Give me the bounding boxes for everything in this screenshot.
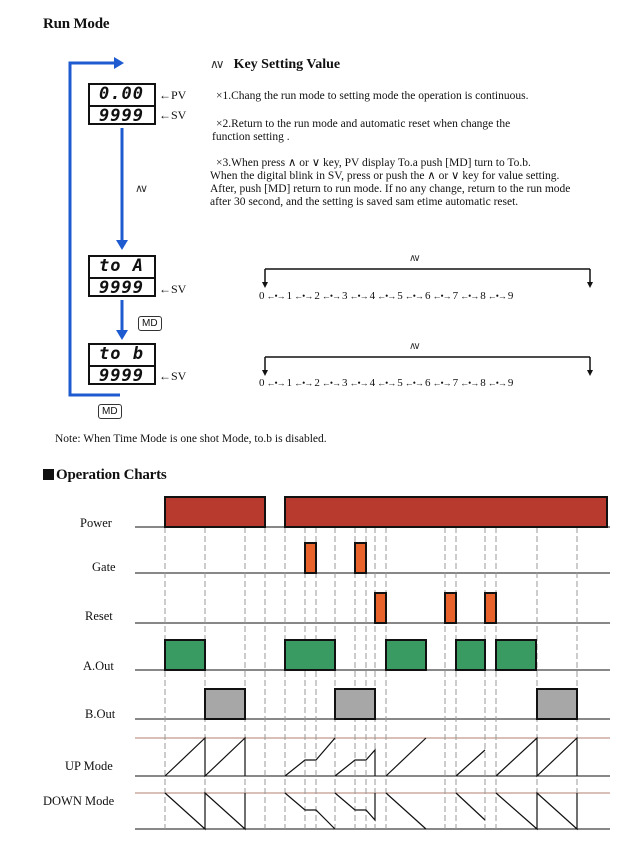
sequence-digit: 0 [259, 377, 265, 389]
sequence-digit: 7 [452, 377, 459, 389]
up-mode-ramp [285, 738, 335, 776]
sequence-digit: 3 [341, 377, 348, 389]
sequence-digit: 9 [507, 377, 514, 389]
md-key-1: MD [138, 316, 162, 331]
sequence-digit: 1 [286, 377, 293, 389]
bidirectional-arrow-icon: ←•→ [487, 378, 506, 388]
bidirectional-arrow-icon: ←•→ [266, 378, 285, 388]
sv-value-2: 9999 [90, 277, 154, 297]
sequence-digit: 4 [369, 290, 376, 302]
label-b-out: B.Out [85, 707, 116, 721]
sequence-digit: 9 [507, 290, 514, 302]
label-up-mode: UP Mode [65, 759, 113, 773]
a-out-pulse [386, 640, 426, 670]
gate-pulse [355, 543, 366, 573]
sequence-digit: 6 [424, 290, 431, 302]
operation-charts-title: Operation Charts [43, 467, 167, 484]
pv-label: ←PV [159, 88, 187, 102]
down-mode-ramp [386, 793, 426, 829]
sv-label-3: ←SV [159, 369, 187, 383]
up-mode-ramp [165, 738, 245, 776]
sequence-digit: 7 [452, 290, 459, 302]
bidirectional-arrow-icon: ←•→ [321, 291, 340, 301]
gate-pulse [305, 543, 316, 573]
a-out-pulse [285, 640, 335, 670]
label-gate: Gate [92, 560, 116, 574]
a-out-pulse [165, 640, 205, 670]
note-text: Note: When Time Mode is one shot Mode, to.b is disabled. [55, 433, 327, 445]
sv-value: 9999 [90, 105, 154, 125]
sv-label-2: ←SV [159, 282, 187, 296]
bidirectional-arrow-icon: ←•→ [266, 291, 285, 301]
bidirectional-arrow-icon: ←•→ [294, 291, 313, 301]
to-b-value: to b [99, 344, 144, 364]
bidirectional-arrow-icon: ←•→ [377, 378, 396, 388]
a-out-pulse [496, 640, 536, 670]
reset-pulse [375, 593, 386, 623]
seq-key-icon-1: ∧∨ [409, 253, 418, 264]
seq-key-icon-2: ∧∨ [409, 341, 418, 352]
md-key-2: MD [98, 404, 122, 419]
key-setting-item-3: ×3.When press ∧ or ∨ key, PV display To.a push [MD] turn to To.b. When the digital blink in SV, press or push the ∧ or ∨ key for value setting. After, push [MD] return to run mode. If no any change, return to the run mode after 30 second, and the setting is saved sam etime automatic reset. [210, 157, 571, 208]
bidirectional-arrow-icon: ←•→ [321, 378, 340, 388]
reset-pulse [445, 593, 456, 623]
bidirectional-arrow-icon: ←•→ [377, 291, 396, 301]
power-pulse [285, 497, 607, 527]
b-out-pulse [335, 689, 375, 719]
key-setting-item-2: ×2.Return to the run mode and automatic reset when change the function setting . [212, 118, 511, 143]
b-out-pulse [205, 689, 245, 719]
sv-value-3: 9999 [90, 365, 154, 385]
label-reset: Reset [85, 609, 113, 623]
bidirectional-arrow-icon: ←•→ [349, 378, 368, 388]
sequence-digit: 6 [424, 377, 431, 389]
label-down-mode: DOWN Mode [43, 794, 115, 808]
sequence-digit: 1 [286, 290, 293, 302]
sequence-digit: 4 [369, 377, 376, 389]
down-mode-ramp [165, 793, 245, 829]
bidirectional-arrow-icon: ←•→ [404, 378, 423, 388]
up-mode-ramp [456, 750, 485, 776]
sequence-digit: 5 [397, 377, 403, 389]
up-mode-ramp [496, 738, 577, 776]
up-down-key-icon: ∧∨ [210, 57, 222, 71]
down-mode-ramp [496, 793, 577, 829]
a-out-pulse [456, 640, 485, 670]
label-a-out: A.Out [83, 659, 114, 673]
down-mode-ramp [285, 793, 335, 829]
power-pulse [165, 497, 265, 527]
key-setting-item-1: ×1.Chang the run mode to setting mode the operation is continuous. [216, 90, 529, 102]
bidirectional-arrow-icon: ←•→ [432, 291, 451, 301]
sequence-digit: 8 [480, 377, 486, 389]
key-setting-title: Key Setting Value [233, 57, 341, 72]
sequence-digit: 0 [259, 290, 265, 302]
up-down-key-icon: ∧∨ [135, 182, 146, 195]
run-mode-title: Run Mode [43, 16, 110, 32]
bidirectional-arrow-icon: ←•→ [460, 291, 479, 301]
down-mode-ramp [456, 793, 485, 820]
label-power: Power [80, 516, 112, 530]
up-mode-ramp [386, 738, 426, 776]
bidirectional-arrow-icon: ←•→ [432, 378, 451, 388]
bidirectional-arrow-icon: ←•→ [294, 378, 313, 388]
b-out-pulse [537, 689, 577, 719]
sequence-digit: 2 [314, 290, 320, 302]
bidirectional-arrow-icon: ←•→ [487, 291, 506, 301]
sequence-digit: 3 [341, 290, 348, 302]
sv-label: ←SV [159, 108, 187, 122]
bidirectional-arrow-icon: ←•→ [349, 291, 368, 301]
reset-pulse [485, 593, 496, 623]
pv-value: 0.00 [99, 84, 144, 104]
sequence-digit: 8 [480, 290, 486, 302]
bidirectional-arrow-icon: ←•→ [404, 291, 423, 301]
sequence-digit: 5 [397, 290, 403, 302]
sequence-digit: 2 [314, 377, 320, 389]
to-a-value: to A [99, 256, 144, 276]
bidirectional-arrow-icon: ←•→ [460, 378, 479, 388]
